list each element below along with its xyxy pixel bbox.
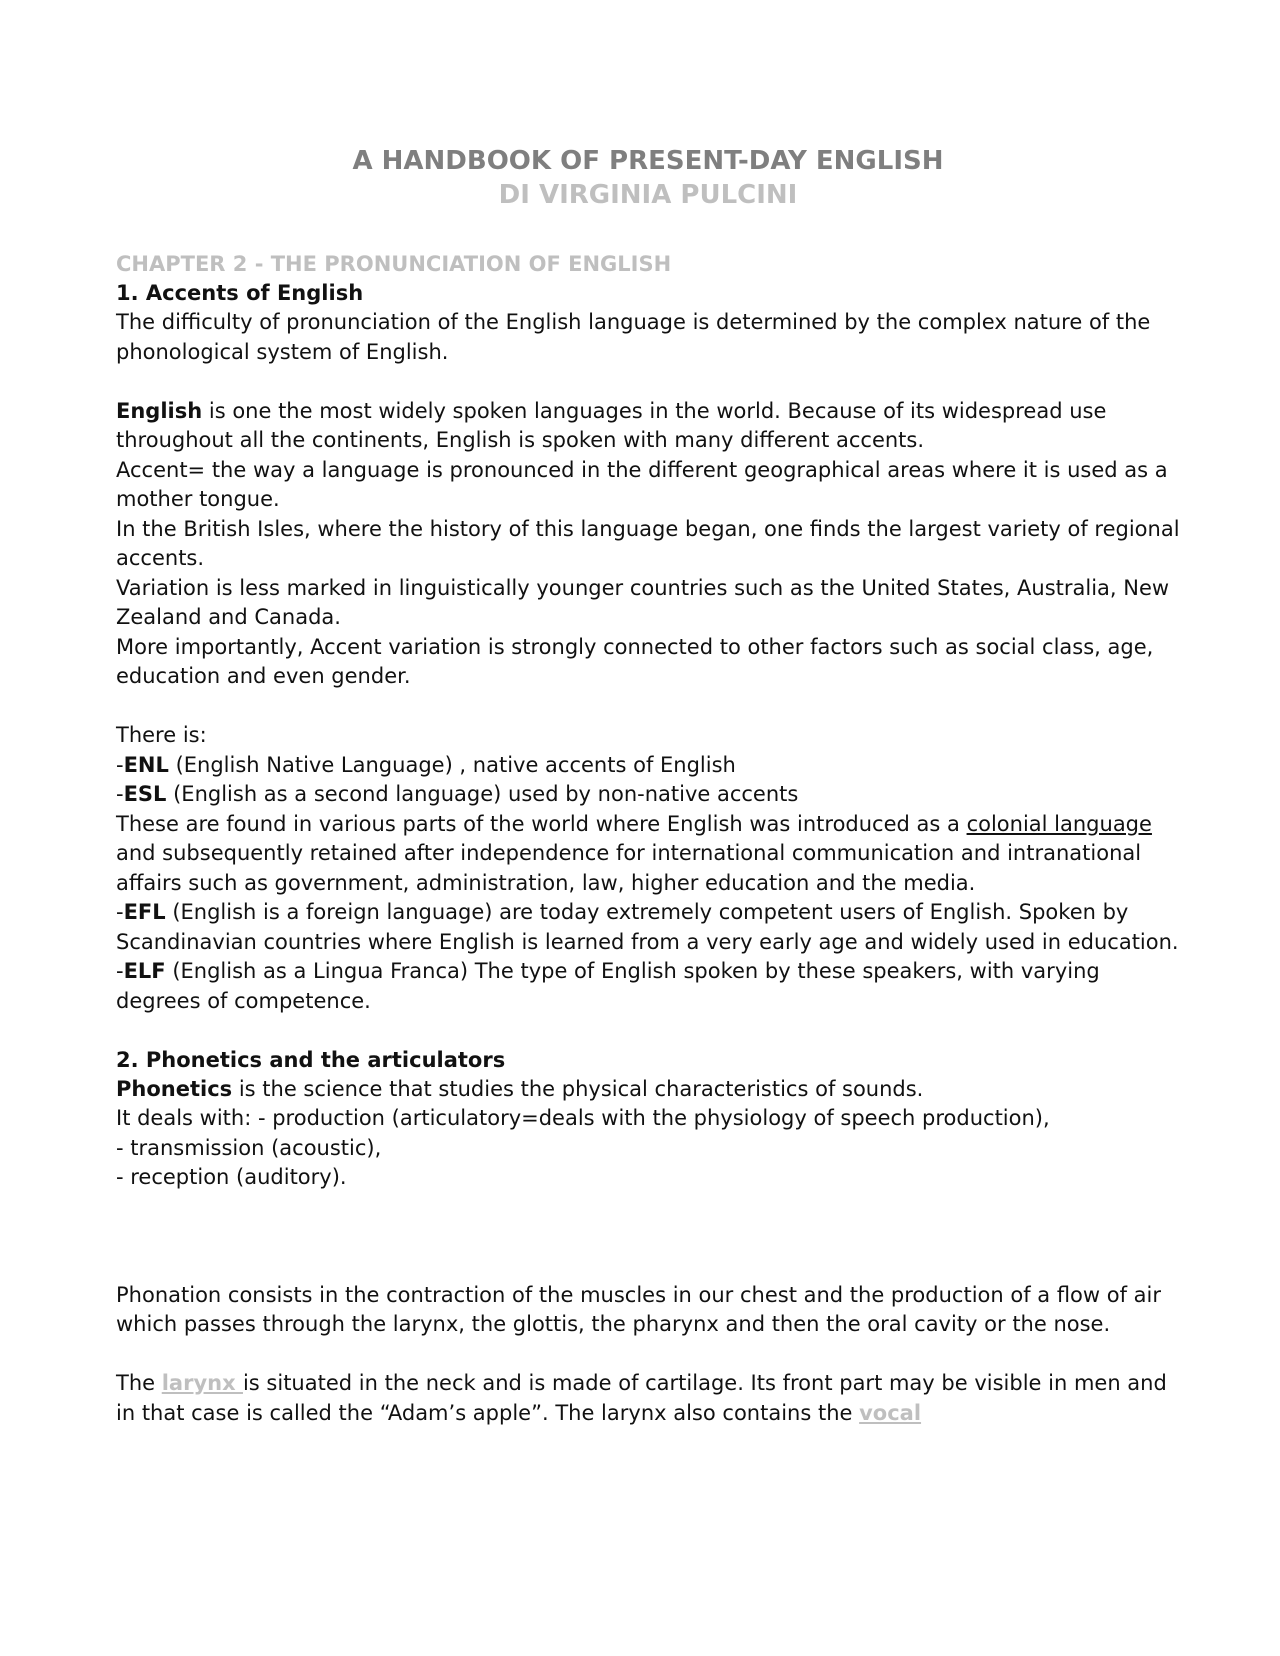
- paragraph-larynx: The larynx is situated in the neck and is made of cartilage. Its front part may be visible in men and in that case is called the “Adam’s apple”. The larynx also contains the vocal: [116, 1371, 1167, 1425]
- term-english: English: [116, 398, 203, 423]
- term-elf: ELF: [123, 959, 166, 983]
- term-esl: ESL: [123, 782, 167, 806]
- document-page: [116, 144, 1180, 1428]
- section-heading-accents: 1. Accents of English: [116, 281, 364, 305]
- paragraph-phonetics-definition: Phonetics is the science that studies the physical characteristics of sounds.: [116, 1076, 924, 1101]
- paragraph-there-is: There is:: [116, 723, 207, 747]
- paragraph-variation: Variation is less marked in linguistically younger countries such as the United States, Australia, New Zealand and Canada.: [116, 575, 1170, 629]
- underlined-colonial-language: colonial language: [966, 811, 1152, 836]
- link-vocal[interactable]: vocal: [859, 1400, 922, 1425]
- list-item-elf: -ELF (English as a Lingua Franca) The type of English spoken by these speakers, with varying degrees of competence.: [116, 959, 1100, 1013]
- list-item-efl: -EFL (English is a foreign language) are today extremely competent users of English. Spoken by Scandinavian countries where English is learned from a very early age and widely used in education.: [116, 900, 1179, 954]
- term-enl: ENL: [123, 752, 169, 777]
- paragraph-accent-definition: Accent= the way a language is pronounced in the different geographical areas where it is used as a mother tongue.: [116, 457, 1168, 511]
- paragraph-deals-production: It deals with: - production (articulatory=deals with the physiology of speech production),: [116, 1106, 1050, 1130]
- term-phonetics: Phonetics: [116, 1076, 233, 1101]
- document-title: A HANDBOOK OF PRESENT-DAY ENGLISH: [352, 146, 944, 176]
- section-heading-phonetics: 2. Phonetics and the articulators: [116, 1047, 506, 1072]
- paragraph-importance: More importantly, Accent variation is strongly connected to other factors such as social class, age, education and even gender.: [116, 634, 1154, 688]
- paragraph-british-isles: In the British Isles, where the history of this language began, one finds the largest variety of regional accents.: [116, 516, 1180, 570]
- term-efl: EFL: [123, 900, 166, 924]
- link-larynx[interactable]: larynx: [161, 1371, 243, 1395]
- paragraph-deals-transmission: - transmission (acoustic),: [116, 1135, 382, 1160]
- list-item-enl: -ENL (English Native Language) , native accents of English: [116, 752, 736, 777]
- paragraph-deals-reception: - reception (auditory).: [116, 1165, 347, 1189]
- list-item-esl: -ESL (English as a second language) used by non-native accents: [116, 782, 799, 806]
- paragraph-phonation: Phonation consists in the contraction of the muscles in our chest and the production of a flow of air which passes through the larynx, the glottis, the pharynx and then the oral cavity or the nose.: [116, 1282, 1162, 1336]
- paragraph-english: English is one the most widely spoken languages in the world. Because of its widespread use throughout all the continents, English is spoken with many different accents.: [116, 398, 1107, 452]
- chapter-heading: CHAPTER 2 - THE PRONUNCIATION OF ENGLISH: [116, 252, 672, 276]
- paragraph-esl-detail: These are found in various parts of the world where English was introduced as a colonial language and subsequently retained after independence for international communication and intranational affairs such as government, administration, law, higher education and the media.: [116, 811, 1152, 895]
- document-author: DI VIRGINIA PULCINI: [498, 180, 798, 210]
- paragraph-intro: The difficulty of pronunciation of the English language is determined by the complex nature of the phonological system of English.: [116, 310, 1151, 364]
